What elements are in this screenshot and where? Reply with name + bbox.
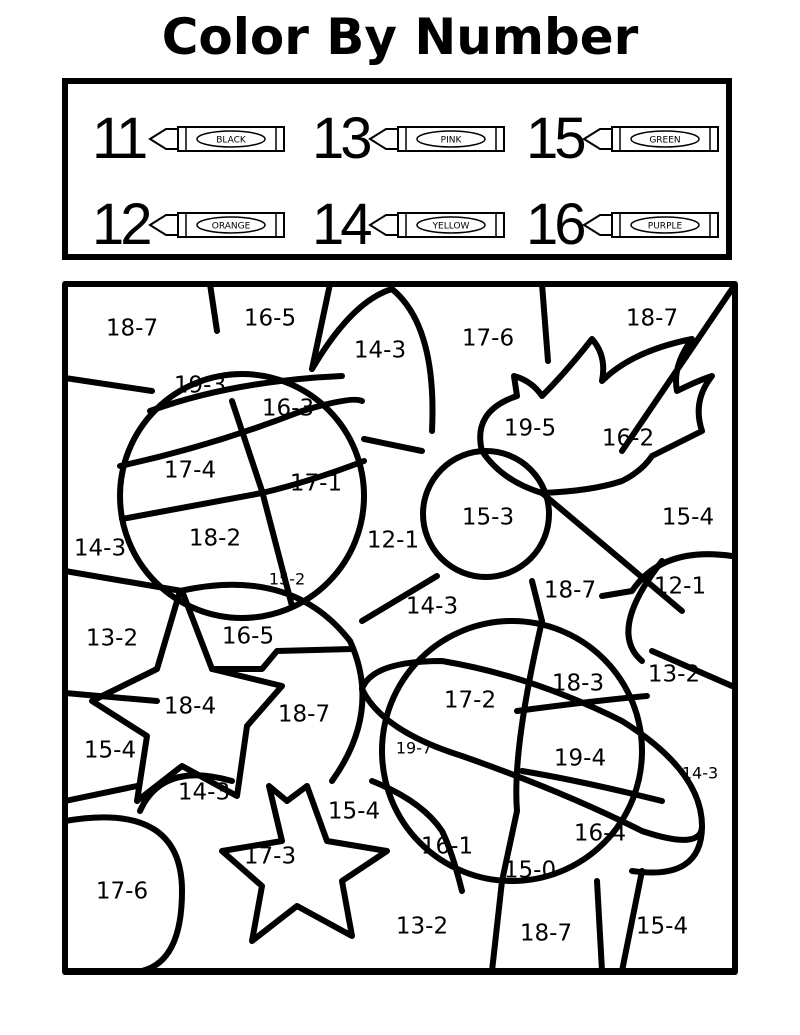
legend-key [312,106,508,171]
region-label: 15-0 [503,857,557,884]
region-label: 19-3 [173,372,227,399]
region-label: 13-2 [85,625,139,652]
region-label: 17-1 [289,470,343,497]
region-label: 16-2 [601,425,655,452]
region-label: 19-5 [503,415,557,442]
region-label: 15-4 [327,798,381,825]
region-label: 17-6 [461,325,515,352]
legend-number: 12 [92,192,149,257]
region-label: 17-2 [443,687,497,714]
region-label: 16-1 [420,833,474,860]
region-label: 18-7 [625,305,679,332]
crayon-color-name: ORANGE [211,221,251,232]
region-label: 18-7 [277,701,331,728]
page-title: Color By Number [161,8,639,66]
region-label: 14-3 [681,763,719,783]
region-label: 14-3 [353,337,407,364]
region-label: 18-3 [551,670,605,697]
region-label: 15-4 [661,504,715,531]
region-label: 18-7 [543,577,597,604]
legend-number: 14 [312,192,369,257]
region-label: 13-2 [395,913,449,940]
crayon-color-name: YELLOW [432,221,470,232]
region-label: 14-3 [177,779,231,806]
legend-key [92,192,288,257]
legend-number: 16 [526,192,583,257]
region-label: 18-7 [519,920,573,947]
region-label: 15-4 [635,913,689,940]
crayon-icon [368,121,508,157]
region-label: 14-3 [405,593,459,620]
space-scene-drawing [62,281,738,975]
region-label: 16-4 [573,820,627,847]
region-label: 17-4 [163,457,217,484]
region-label: 19-7 [395,738,433,758]
region-label: 15-2 [268,569,306,589]
region-label: 17-6 [95,878,149,905]
region-label: 18-2 [188,525,242,552]
region-label: 18-4 [163,693,217,720]
crayon-icon [148,207,288,243]
region-label: 12-1 [366,527,420,554]
region-label: 18-7 [105,315,159,342]
coloring-scene [62,281,738,975]
crayon-icon [582,121,722,157]
region-label: 15-3 [461,504,515,531]
region-label: 13-2 [647,661,701,688]
crayon-icon [582,207,722,243]
region-label: 17-3 [243,843,297,870]
region-label: 15-4 [83,737,137,764]
region-label: 14-3 [73,535,127,562]
crayon-color-name: BLACK [216,135,246,146]
crayon-icon [368,207,508,243]
legend-number: 15 [526,106,583,171]
legend-key [312,192,508,257]
color-legend [62,78,732,260]
region-label: 12-1 [653,573,707,600]
legend-key [92,106,288,171]
legend-key [526,106,722,171]
legend-number: 13 [312,106,369,171]
legend-key [526,192,722,257]
crayon-color-name: PINK [440,135,462,146]
crayon-color-name: PURPLE [647,221,683,232]
region-label: 16-5 [221,623,275,650]
region-label: 16-5 [243,305,297,332]
crayon-color-name: GREEN [649,135,681,146]
crayon-icon [148,121,288,157]
region-label: 19-4 [553,745,607,772]
region-label: 16-3 [261,395,315,422]
legend-number: 11 [92,106,145,171]
